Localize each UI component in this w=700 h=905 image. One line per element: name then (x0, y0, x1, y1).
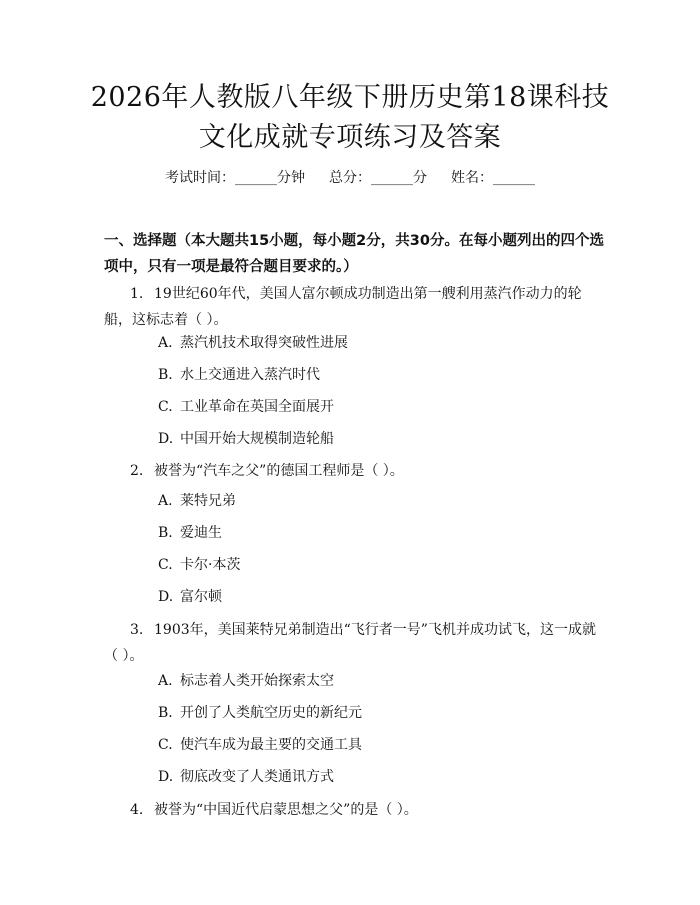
question-number: 3. (130, 622, 144, 638)
exam-meta (0, 168, 700, 188)
question-number: 4. (130, 802, 144, 818)
total-score: 总分：______分 (329, 170, 427, 186)
option-3d: D. 彻底改变了人类通讯方式 (158, 769, 334, 785)
question-number: 1. (130, 286, 144, 302)
option-2b: B. 爱迪生 (158, 525, 222, 541)
exam-time: 考试时间：______分钟 (165, 170, 305, 186)
question-text: 1903年，美国莱特兄弟制造出“飞行者一号”飞机并成功试飞，这一成就（ ）。 (104, 622, 596, 664)
option-3c: C. 使汽车成为最主要的交通工具 (158, 737, 362, 753)
option-1a: A. 蒸汽机技术取得突破性进展 (158, 335, 348, 351)
section-heading: 一、选择题（本大题共15小题，每小题2分，共30分。在每小题列出的四个选项中，只有一项是最符合题目要求的。） (104, 233, 604, 275)
question-number: 2. (130, 463, 144, 479)
question-text: 被誉为“汽车之父”的德国工程师是（ ）。 (154, 463, 404, 479)
option-3b: B. 开创了人类航空历史的新纪元 (158, 705, 362, 721)
document-title: 2026年人教版八年级下册历史第18课科技文化成就专项练习及答案 (90, 82, 610, 153)
option-3a: A. 标志着人类开始探索太空 (158, 673, 334, 689)
question-text: 19世纪60年代，美国人富尔顿成功制造出第一艘利用蒸汽作动力的轮船，这标志着（ ）。 (104, 286, 582, 328)
option-2a: A. 莱特兄弟 (158, 493, 236, 509)
option-2c: C. 卡尔·本茨 (158, 557, 241, 573)
option-1d: D. 中国开始大规模制造轮船 (158, 431, 334, 447)
question-1 (104, 281, 604, 333)
question-3 (104, 617, 604, 669)
option-1b: B. 水上交通进入蒸汽时代 (158, 367, 320, 383)
question-2 (104, 458, 604, 484)
student-name: 姓名：______ (451, 170, 535, 186)
question-4 (104, 797, 604, 823)
option-2d: D. 富尔顿 (158, 589, 222, 605)
question-text: 被誉为“中国近代启蒙思想之父”的是（ ）。 (154, 802, 418, 818)
option-1c: C. 工业革命在英国全面展开 (158, 399, 334, 415)
